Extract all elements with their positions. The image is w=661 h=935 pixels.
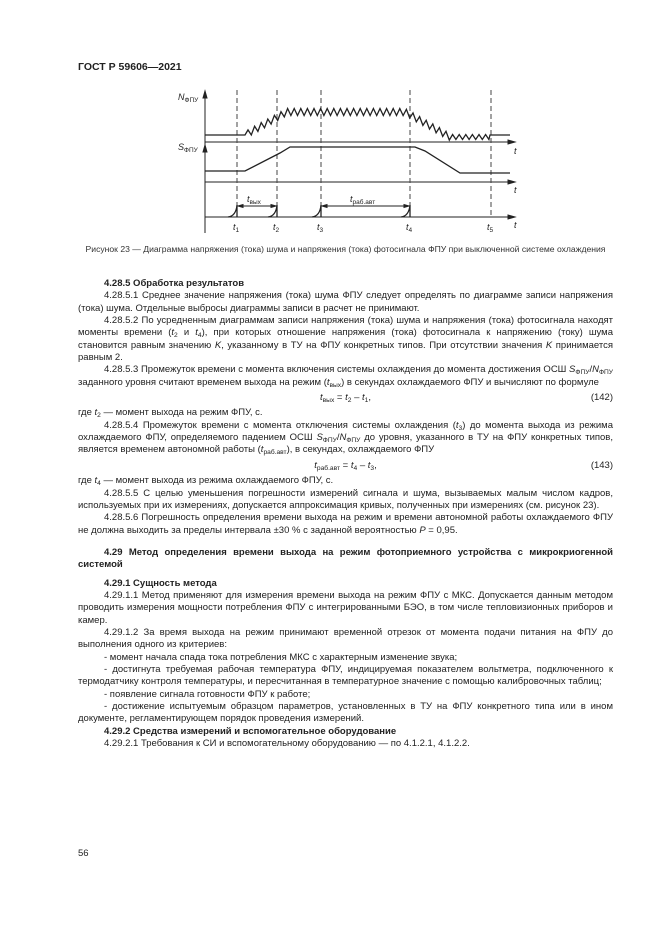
paragraph	[78, 475, 613, 487]
subscript: 3	[370, 464, 375, 472]
italic-symbol: t	[260, 444, 264, 456]
italic-symbol: t	[314, 459, 317, 471]
text-segment: –	[351, 392, 362, 404]
italic-symbol: t	[326, 376, 330, 388]
text-segment: и	[177, 327, 196, 339]
italic-symbol: N	[339, 432, 347, 444]
subscript: 4	[353, 464, 358, 472]
formula-expression	[314, 460, 377, 471]
italic-symbol: t	[455, 419, 459, 431]
text-segment: ), в секундах, охлаждаемого ФПУ	[286, 444, 435, 456]
italic-symbol: t	[367, 459, 371, 471]
text-segment: ), при которых отношение напряжения (тока) фотосигнала к напряжению (току) шума становится равным значению	[78, 327, 613, 351]
paragraph	[78, 652, 613, 664]
axis-label-t: t	[514, 185, 517, 195]
text-segment: 4.28.5.5 С целью уменьшения погрешности измерений сигнала и шума, вызываемых малым числом кадров, используемых при их измерениях, допускается аппроксимация кривых, полученных при измерениях (см. рисунок 23).	[78, 487, 613, 511]
subscript: 4	[97, 480, 101, 488]
subscript: ФПУ	[346, 437, 361, 445]
text-segment: — момент выхода на режим ФПУ, с.	[100, 407, 263, 419]
text-segment: 4.29 Метод определения времени выхода на режим фотоприемного устройства с микрокриогенной системой	[78, 546, 613, 571]
noise-curve	[205, 109, 510, 141]
paragraph	[78, 315, 613, 364]
text-segment: - достигнута требуемая рабочая температура ФПУ, индицируемая показателем вольтметра, подключенного к термодатчику контроля температуры, и пересчитанная в температурное значение с помощью калибровочных таблиц;	[78, 663, 613, 688]
subscript: 2	[174, 332, 178, 340]
pulse	[312, 205, 321, 217]
italic-symbol: K	[545, 339, 553, 351]
timing-diagram	[160, 85, 530, 235]
italic-symbol: S	[316, 432, 323, 444]
text-segment: 4.29.1.2 За время выхода на режим принимают временной отрезок от момента подачи питания на ФПУ до выполнения одного из критериев:	[78, 626, 613, 651]
section-heading	[78, 726, 613, 738]
subscript: ФПУ	[598, 369, 613, 377]
formula	[78, 392, 613, 404]
text-segment: 4.28.5.6 Погрешность определения времени выхода на режим и времени автономной работы охлаждаемого ФПУ не должна выходить за пределы интервала ±30 % с заданной вероятностью	[78, 512, 613, 536]
paragraph	[78, 689, 613, 701]
text-segment: –	[357, 459, 368, 471]
formula-expression	[320, 392, 371, 403]
t-vyh-label: $t_{вых}$	[247, 194, 261, 206]
italic-symbol: N	[592, 364, 599, 376]
time-mark-label: $t_5$	[487, 222, 494, 234]
subscript: 4	[197, 332, 202, 340]
subscript: ФПУ	[575, 369, 590, 377]
text-segment: = 0,95.	[425, 524, 458, 536]
subscript: ФПУ	[322, 437, 337, 445]
italic-symbol: t	[350, 459, 354, 471]
text-segment: принимается равным 2.	[78, 339, 613, 364]
subscript: 2	[97, 412, 101, 420]
text-segment: ) в секундах охлаждаемого ФПУ и вычисляют по формуле	[341, 376, 599, 388]
paragraph	[78, 512, 613, 537]
text-segment: =	[334, 392, 346, 404]
italic-symbol: S	[569, 364, 576, 376]
paragraph	[78, 364, 613, 389]
t-rab-label: $t_{раб.авт}$	[350, 194, 376, 206]
subscript: раб.авт	[316, 464, 341, 472]
time-mark-label: $t_3$	[317, 222, 324, 234]
axis-label-t: t	[514, 146, 517, 156]
paragraph	[78, 488, 613, 513]
paragraph	[78, 407, 613, 419]
subscript: 2	[347, 397, 352, 405]
paragraph	[78, 590, 613, 627]
text-segment: - появление сигнала готовности ФПУ к работе;	[104, 688, 311, 700]
s-label: $S_{ФПУ}$	[178, 142, 198, 154]
text-segment: ,	[368, 392, 371, 404]
text-segment: 4.28.5.3 Промежуток времени с момента включения системы охлаждения до момента достижения ОСШ	[104, 364, 570, 376]
text-segment: /	[589, 364, 593, 376]
paragraph	[78, 738, 613, 750]
time-mark-label: $t_2$	[273, 222, 280, 234]
paragraph	[78, 701, 613, 726]
paragraph	[78, 290, 613, 315]
text-segment: 4.28.5.2 По усредненным диаграммам записи напряжения (тока) шума и напряжения (тока) фотосигнала находят моменты времени (	[78, 315, 613, 339]
formula-number: (143)	[590, 459, 613, 471]
italic-symbol: t	[195, 327, 198, 339]
document-header: ГОСТ Р 59606—2021	[78, 61, 182, 73]
paragraph	[78, 664, 613, 689]
text-segment: до уровня, указанного в ТУ на ФПУ конкретных типов, является временем автономной работы (	[78, 432, 613, 456]
text-segment: где	[78, 475, 95, 487]
text-segment: ,	[374, 459, 377, 471]
subscript: вых	[322, 397, 335, 405]
time-mark-label: $t_4$	[406, 222, 413, 234]
text-segment: где	[78, 407, 95, 419]
italic-symbol: K	[214, 339, 222, 351]
text-segment: 4.29.1 Сущность метода	[104, 577, 217, 589]
formula	[78, 460, 613, 472]
italic-symbol: t	[94, 475, 98, 487]
text-segment: 4.28.5.4 Промежуток времени с момента отключения системы охлаждения (	[104, 419, 456, 431]
figure-caption: Рисунок 23 — Диаграмма напряжения (тока) шума и напряжения (тока) фотосигнала ФПУ при выключенной системе охлаждения	[85, 244, 606, 254]
paragraph	[78, 627, 613, 652]
text-segment: 4.29.2.1 Требования к СИ и вспомогательному оборудованию — по 4.1.2.1, 4.1.2.2.	[104, 738, 470, 750]
section-heading	[78, 547, 613, 572]
axis-label-t: t	[514, 220, 517, 230]
italic-symbol: t	[320, 392, 323, 404]
signal-curve	[205, 147, 510, 173]
italic-symbol: t	[362, 392, 365, 404]
text-segment: 4.28.5 Обработка результатов	[104, 278, 245, 289]
text-segment: , указанному в ТУ на ФПУ конкретных типов. При отсутствии значения	[221, 339, 546, 351]
formula-number: (142)	[590, 392, 613, 404]
text-segment: - достижение испытуемым образцом параметров, установленных в ТУ на ФПУ конкретного типа или в ином документе, регламентирующем порядок проведения измерений.	[78, 701, 613, 725]
italic-symbol: t	[171, 327, 175, 339]
text-segment: 4.28.5.1 Среднее значение напряжения (тока) шума ФПУ следует определять по диаграмме записи напряжения (тока) шума. Отдельные выбросы диаграммы записи в расчет не принимают.	[78, 290, 613, 314]
time-mark-label: $t_1$	[233, 222, 240, 234]
text-segment: =	[340, 459, 351, 471]
y-axis-arrow-s	[203, 145, 207, 152]
subscript: вых	[329, 381, 342, 389]
text-segment: — момент выхода из режима охлаждаемого ФПУ, с.	[100, 475, 334, 487]
subscript: раб.авт	[263, 449, 287, 457]
section-heading	[78, 578, 613, 590]
italic-symbol: t	[94, 407, 98, 419]
text-segment: 4.29.2 Средства измерений и вспомогательное оборудование	[104, 725, 397, 737]
text-segment: 4.29.1.1 Метод применяют для измерения времени выхода на режим ФПУ с МКС. Допускается данным методом проводить измерения мощности потребления ФПУ с интегрированными БЭО, в том числе тепловизионных приборов и камер.	[78, 589, 613, 626]
section-heading	[78, 278, 613, 290]
document-body	[78, 278, 613, 750]
y-axis-arrow-n	[203, 91, 207, 98]
page-number: 56	[78, 848, 89, 859]
text-segment: заданного уровня считают временем выхода на режим (	[78, 376, 327, 388]
italic-symbol: t	[345, 392, 348, 404]
text-segment: - момент начала спада тока потребления МКС с характерным изменение звука;	[104, 651, 458, 663]
subscript: 3	[458, 424, 463, 432]
paragraph	[78, 420, 613, 457]
n-label: $N_{ФПУ}$	[178, 92, 199, 104]
text-segment: /	[336, 432, 340, 444]
pulse	[228, 205, 237, 217]
subscript: 1	[364, 397, 369, 405]
italic-symbol: P	[419, 524, 426, 536]
text-segment: ) до момента выхода из режима охлаждаемого ФПУ, определяемого падением ОСШ	[78, 419, 614, 444]
